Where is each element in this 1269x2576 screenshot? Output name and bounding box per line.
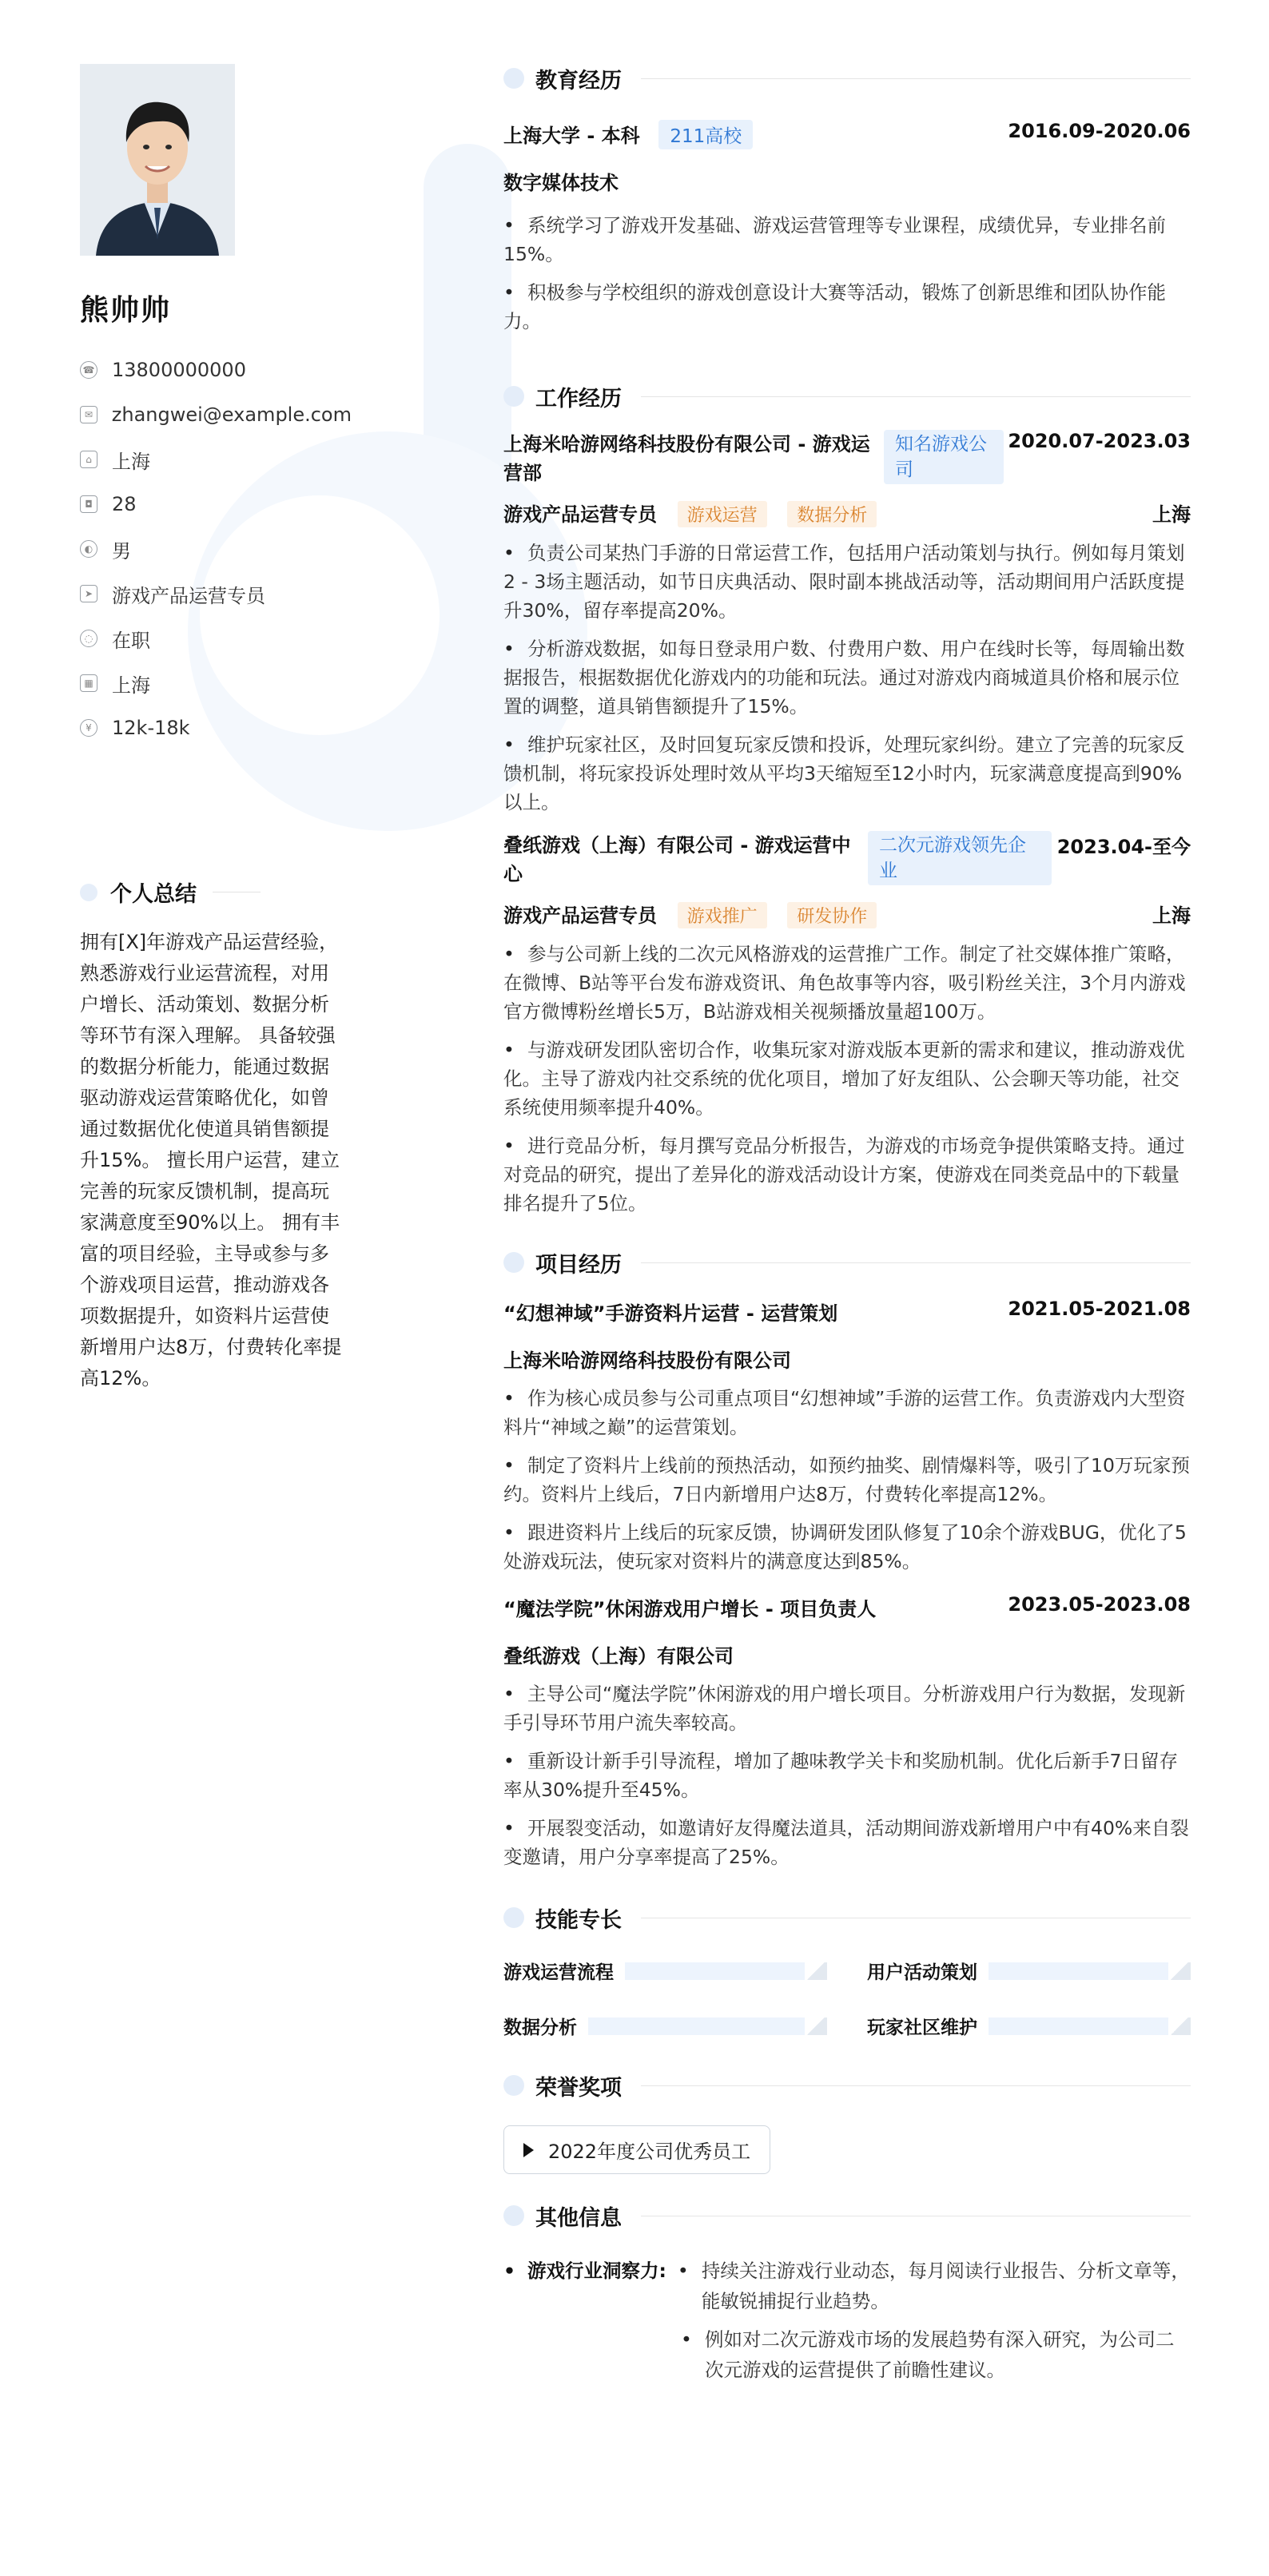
- job-date: 2023.04-至今: [1056, 836, 1191, 858]
- job-bullets: [503, 539, 1191, 817]
- info-text: 28: [112, 493, 137, 515]
- skill-item: [503, 1958, 827, 1984]
- list-item: • 系统学习了游戏开发基础、游戏运营管理等专业课程，成绩优异，专业排名前15%。: [503, 211, 1191, 268]
- awards-section: [503, 2069, 1191, 2174]
- projects-section-title: [503, 1246, 1191, 1278]
- list-item: [678, 2256, 1191, 2316]
- education-header: [503, 120, 1191, 149]
- info-text: 男: [112, 539, 131, 563]
- skill-level-bar: [625, 1962, 827, 1980]
- award-text: 2022年度公司优秀员工: [548, 2141, 751, 2163]
- skill-tag: 数据分析: [787, 501, 877, 527]
- job-role: 游戏产品运营专员: [503, 503, 657, 526]
- section-title-text: 荣誉奖项: [535, 2075, 622, 2101]
- section-divider: [641, 78, 1191, 79]
- info-city: [80, 661, 352, 706]
- job-company: 叠纸游戏（上海）有限公司 - 游戏运营中心: [503, 834, 851, 885]
- section-dot-icon: [503, 2205, 524, 2226]
- job-company: 上海米哈游网络科技股份有限公司 - 游戏运营部: [503, 433, 870, 484]
- list-item-text: • 持续关注游戏行业动态，每月阅读行业报告、分析文章等，能敏锐捕捉行业趋势。: [701, 2260, 1190, 2312]
- play-triangle-icon: [523, 2143, 534, 2157]
- projects-section: [503, 1246, 1191, 1871]
- work-section-title: [503, 380, 1191, 412]
- section-dot-icon: [503, 386, 524, 407]
- skill-tag: 游戏推广: [678, 902, 767, 928]
- status-icon: ◌: [80, 630, 97, 647]
- list-item: • 开展裂变活动，如邀请好友得魔法道具，活动期间游戏新增用户中有40%来自裂变邀请，用户分享率提高了25%。: [503, 1814, 1191, 1871]
- education-date: 2016.09-2020.06: [1008, 120, 1191, 142]
- section-divider: [641, 1262, 1191, 1263]
- skills-grid: [503, 1958, 1191, 2039]
- section-dot-icon: [503, 68, 524, 89]
- info-status: [80, 616, 352, 661]
- project-name: “魔法学院”休闲游戏用户增长 - 项目负责人: [503, 1598, 877, 1620]
- project-item: [503, 1593, 1191, 1871]
- gender-icon: ◐: [80, 540, 97, 558]
- summary-text: 拥有[X]年游戏产品运营经验，熟悉游戏行业运营流程，对用户增长、活动策划、数据分析等环节有深入理解。 具备较强的数据分析能力，能通过数据驱动游戏运营策略优化，如曾通过数据优化使道具销售额提升15%。 擅长用户运营，建立完善的玩家反馈机制，提高玩家满意度至90%以上。 拥有丰富的项目经验，主导或参与多个游戏项目运营，推动游戏各项数据提升，如资料片运营使新增用户达8万，付费转化率提高12%。: [80, 931, 342, 1389]
- project-date: 2021.05-2021.08: [1008, 1298, 1191, 1320]
- section-divider: [641, 2085, 1191, 2086]
- info-salary: [80, 706, 352, 750]
- job-location: 上海: [1152, 503, 1191, 526]
- skills-section: [503, 1902, 1191, 2039]
- work-section: [503, 380, 1191, 1218]
- skill-name: 数据分析: [503, 2017, 577, 2038]
- list-item-text: • 例如对二次元游戏市场的发展趋势有深入研究，为公司二次元游戏的运营提供了前瞻性建议。: [705, 2328, 1175, 2381]
- job-date: 2020.07-2023.03: [1008, 430, 1191, 452]
- job-location: 上海: [1152, 904, 1191, 927]
- section-title-text: 项目经历: [535, 1252, 622, 1278]
- job-company-tag: 二次元游戏领先企业: [868, 831, 1052, 885]
- job-item: [503, 430, 1191, 817]
- list-item: • 维护玩家社区，及时回复玩家反馈和投诉，处理玩家纠纷。建立了完善的玩家反馈机制，将玩家投诉处理时效从平均3天缩短至12小时内，玩家满意度提高到90%以上。: [503, 730, 1191, 817]
- other-section-title: [503, 2200, 1191, 2232]
- skills-section-title: [503, 1902, 1191, 1934]
- info-text: 上海: [112, 450, 150, 473]
- other-section: [503, 2200, 1191, 2385]
- summary-section-title: [80, 877, 352, 908]
- avatar: [80, 64, 235, 256]
- project-date: 2023.05-2023.08: [1008, 1593, 1191, 1616]
- project-bullets: [503, 1680, 1191, 1871]
- education-bullets: [503, 211, 1191, 336]
- job-item: [503, 831, 1191, 1218]
- cake-icon: ◘: [80, 495, 97, 513]
- job-header: [503, 430, 1191, 487]
- info-text[interactable]: zhangwei@example.com: [111, 403, 352, 426]
- contact-info-list: [80, 348, 352, 750]
- school-tag: 211高校: [658, 120, 753, 149]
- project-company: 叠纸游戏（上海）有限公司: [503, 1645, 734, 1668]
- section-title-text: 教育经历: [535, 68, 622, 93]
- list-item: [681, 2324, 1191, 2385]
- project-company: 上海米哈游网络科技股份有限公司: [503, 1350, 791, 1372]
- other-content: [503, 2256, 1191, 2385]
- info-text: 游戏产品运营专员: [112, 584, 265, 607]
- major: 数字媒体技术: [503, 172, 619, 194]
- awards-section-title: [503, 2069, 1191, 2101]
- section-title-text: 技能专长: [535, 1907, 622, 1933]
- other-label: • 游戏行业洞察力:: [503, 2256, 666, 2324]
- list-item: • 跟进资料片上线后的玩家反馈，协调研发团队修复了10余个游戏BUG，优化了5处游戏玩法，使玩家对资料片的满意度达到85%。: [503, 1518, 1191, 1576]
- list-item: • 作为核心成员参与公司重点项目“幻想神域”手游的运营工作。负责游戏内大型资料片“神域之巅”的运营策划。: [503, 1384, 1191, 1441]
- award-item[interactable]: [503, 2125, 770, 2174]
- list-item: • 负责公司某热门手游的日常运营工作，包括用户活动策划与执行。例如每月策划2 - 3场主题活动，如节日庆典活动、限时副本挑战活动等，活动期间用户活跃度提升30%，留存率提高20%。: [503, 539, 1191, 625]
- education-section: [503, 62, 1191, 336]
- skill-tag: 游戏运营: [678, 501, 767, 527]
- skill-tag: 研发协作: [787, 902, 877, 928]
- skill-level-bar: [989, 1962, 1191, 1980]
- list-item: • 分析游戏数据，如每日登录用户数、付费用户数、用户在线时长等，每周输出数据报告，根据数据优化游戏内的功能和玩法。通过对游戏内商城道具价格和展示位置的调整，道具销售额提升了15%。: [503, 634, 1191, 721]
- info-text: 在职: [112, 629, 150, 652]
- info-position: [80, 571, 352, 616]
- list-item: • 主导公司“魔法学院”休闲游戏的用户增长项目。分析游戏用户行为数据，发现新手引导环节用户流失率较高。: [503, 1680, 1191, 1737]
- info-phone: [80, 348, 352, 392]
- project-header: [503, 1593, 1191, 1621]
- section-title-text: 其他信息: [535, 2205, 622, 2231]
- list-item: • 参与公司新上线的二次元风格游戏的运营推广工作。制定了社交媒体推广策略，在微博、B站等平台发布游戏资讯、角色故事等内容，吸引粉丝关注，3个月内游戏官方微博粉丝增长5万，B站游戏相关视频播放量超100万。: [503, 940, 1191, 1026]
- coin-icon: ¥: [80, 719, 97, 737]
- profile-name: 熊帅帅: [80, 294, 172, 327]
- info-age: [80, 482, 352, 527]
- section-dot-icon: [80, 884, 97, 901]
- project-name: “幻想神域”手游资料片运营 - 运营策划: [503, 1302, 838, 1325]
- avatar-portrait: [80, 64, 235, 256]
- school-name: 上海大学 - 本科: [503, 125, 640, 147]
- job-role-row: [503, 499, 1191, 527]
- section-dot-icon: [503, 1907, 524, 1928]
- info-gender: [80, 527, 352, 571]
- section-title-text: 工作经历: [535, 386, 622, 411]
- summary-title-text: 个人总结: [110, 882, 197, 907]
- list-item: • 制定了资料片上线前的预热活动，如预约抽奖、剧情爆料等，吸引了10万玩家预约。资料片上线后，7日内新增用户达8万，付费转化率提高12%。: [503, 1451, 1191, 1509]
- skill-name: 游戏运营流程: [503, 1962, 614, 1983]
- mail-icon: ✉: [80, 406, 97, 423]
- job-role-row: [503, 900, 1191, 928]
- skill-item: [503, 2013, 827, 2039]
- info-text: 13800000000: [112, 359, 246, 381]
- education-section-title: [503, 62, 1191, 94]
- skill-level-bar: [588, 2017, 827, 2035]
- skill-item: [867, 2013, 1191, 2039]
- job-header: [503, 831, 1191, 888]
- list-item: • 与游戏研发团队密切合作，收集玩家对游戏版本更新的需求和建议，推动游戏优化。主导了游戏内社交系统的优化项目，增加了好友组队、公会聊天等功能，社交系统使用频率提升40%。: [503, 1036, 1191, 1122]
- sidebar: [80, 64, 352, 1394]
- job-role: 游戏产品运营专员: [503, 904, 657, 927]
- job-company-tag: 知名游戏公司: [884, 430, 1004, 484]
- info-text: 上海: [112, 674, 150, 697]
- send-icon: ➤: [80, 585, 97, 602]
- project-item: [503, 1298, 1191, 1576]
- info-email[interactable]: [80, 392, 352, 437]
- skill-name: 玩家社区维护: [867, 2017, 977, 2038]
- main-content: [503, 62, 1191, 2393]
- building-icon: ▦: [80, 674, 97, 692]
- list-item: • 积极参与学校组织的游戏创意设计大赛等活动，锻炼了创新思维和团队协作能力。: [503, 278, 1191, 336]
- project-bullets: [503, 1384, 1191, 1576]
- other-bullets: [681, 2324, 1191, 2385]
- section-dot-icon: [503, 1252, 524, 1273]
- skill-item: [867, 1958, 1191, 1984]
- skill-level-bar: [989, 2017, 1191, 2035]
- skill-name: 用户活动策划: [867, 1962, 977, 1983]
- other-row: [503, 2256, 1191, 2324]
- info-text: 12k-18k: [112, 717, 190, 739]
- project-header: [503, 1298, 1191, 1326]
- list-item: • 进行竞品分析，每月撰写竞品分析报告，为游戏的市场竞争提供策略支持。通过对竞品的研究，提出了差异化的游戏活动设计方案，使游戏在同类竞品中的下载量排名提升了5位。: [503, 1131, 1191, 1218]
- home-icon: ⌂: [80, 451, 97, 468]
- section-dot-icon: [503, 2075, 524, 2096]
- other-bullets: [678, 2256, 1191, 2324]
- job-bullets: [503, 940, 1191, 1218]
- phone-icon: ☎: [80, 361, 97, 379]
- info-home: [80, 437, 352, 482]
- section-divider: [641, 396, 1191, 397]
- list-item: • 重新设计新手引导流程，增加了趣味教学关卡和奖励机制。优化后新手7日留存率从30%提升至45%。: [503, 1747, 1191, 1804]
